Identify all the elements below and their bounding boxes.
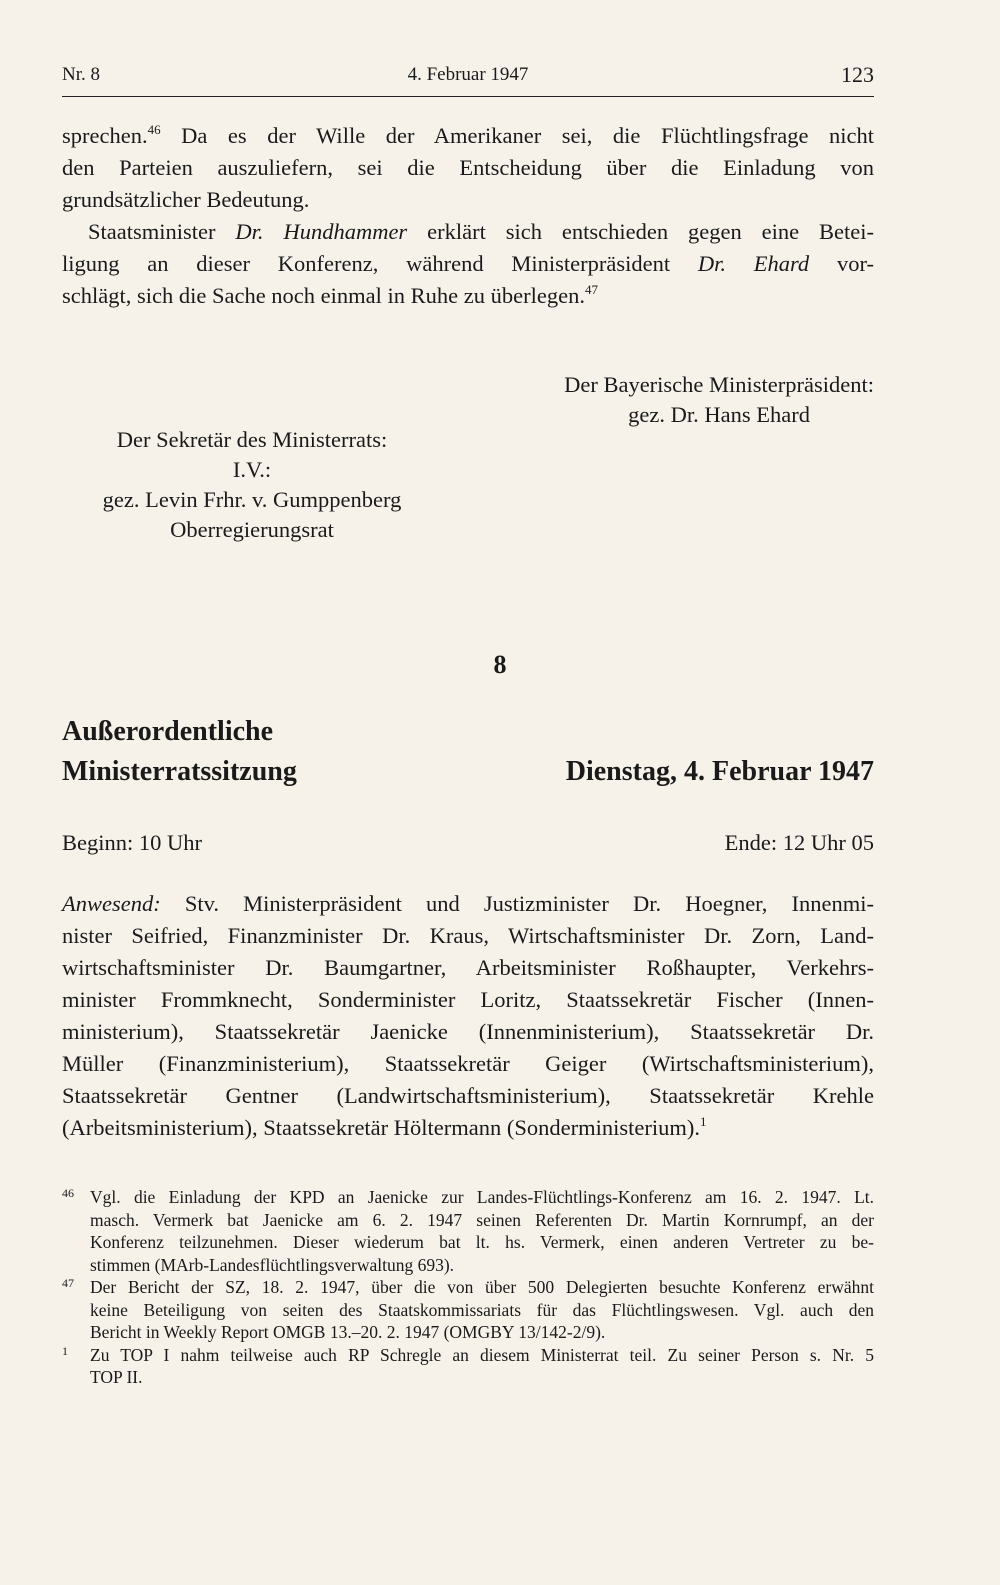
- text-line: grundsätzlicher Bedeutung.: [62, 187, 310, 212]
- session-begin: Beginn: 10 Uhr: [62, 830, 202, 855]
- text-line: wirtschaftsminister Dr. Baumgartner, Arbeitsminister Roßhaupter, Verkehrs-: [62, 955, 874, 980]
- person-name: Dr. Hundhammer: [235, 219, 408, 244]
- attendance-label: Anwesend:: [62, 891, 161, 916]
- footnote-number: 47: [62, 1276, 74, 1290]
- header-date: 4. Februar 1947: [407, 64, 529, 85]
- paragraph-1: [62, 120, 874, 216]
- attendance-paragraph: [62, 888, 874, 1144]
- session-number: 8: [493, 650, 507, 679]
- text-line: minister Frommknecht, Sonderminister Loritz, Staatssekretär Fischer (Innen-: [62, 987, 874, 1012]
- text-line: Müller (Finanzministerium), Staatssekretär Geiger (Wirtschaftsministerium),: [62, 1051, 874, 1076]
- footnote-number: 1: [62, 1343, 68, 1358]
- footnote-ref-46[interactable]: 46: [147, 122, 161, 137]
- text-line: (Arbeitsministerium), Staatssekretär Höltermann (Sonderministerium).$^1$: [62, 1114, 707, 1140]
- signature-secretary: Der Sekretär des Ministerrats: I.V.: gez. Levin Frhr. v. Gumppenberg Oberregierungsrat: [102, 427, 402, 542]
- person-name: Dr. Ehard: [697, 251, 810, 276]
- footnote-number: 46: [62, 1186, 74, 1200]
- text-line: sprechen.$^{46}$ Da es der Wille der Amerikaner sei, die Flüchtlingsfrage nicht: [62, 122, 874, 148]
- session-date: Dienstag, 4. Februar 1947: [565, 756, 874, 787]
- text-line: schlägt, sich die Sache noch einmal in Ruhe zu überlegen.$^{47}$: [62, 282, 598, 308]
- text-line: Anwesend: Stv. Ministerpräsident und Justizminister Dr. Hoegner, Innenmi-: [62, 891, 874, 916]
- text-line: ministerium), Staatssekretär Jaenicke (Innenministerium), Staatssekretär Dr.: [62, 1019, 874, 1044]
- text-line: ligung an dieser Konferenz, während Ministerpräsident Dr. Ehard vor-: [62, 251, 874, 276]
- footnote-ref-47[interactable]: 47: [584, 282, 598, 297]
- text-line: Staatssekretär Gentner (Landwirtschaftsministerium), Staatssekretär Krehle: [62, 1083, 874, 1108]
- signature-prime-minister: Der Bayerische Ministerpräsident: gez. Dr. Hans Ehard: [564, 372, 874, 427]
- session-end: Ende: 12 Uhr 05: [724, 830, 874, 855]
- footnotes: [62, 1186, 874, 1389]
- session-title: Außerordentliche Ministerratssitzung: [62, 716, 297, 787]
- paragraph-2: [62, 216, 874, 312]
- text-line: Staatsminister Dr. Hundhammer erklärt sich entschieden gegen eine Betei-: [88, 219, 874, 244]
- document-number: Nr. 8: [62, 64, 100, 85]
- running-header: [62, 60, 874, 97]
- page-number: 123: [841, 62, 874, 87]
- footnote-1: 1 Zu TOP I nahm teilweise auch RP Schregle an diesem Ministerrat teil. Zu seiner Person s. Nr. 5 TOP II.: [62, 1344, 874, 1389]
- footnote-46: 46 Vgl. die Einladung der KPD an Jaenicke zur Landes-Flüchtlings-Konferenz am 16. 2. 1947. Lt. masch. Vermerk bat Jaenicke am 6. 2. 1947 seinen Referenten Dr. Martin Kornrumpf, an der Konferenz teilzunehmen. Dieser wiederum bat lt. hs. Vermerk, einen anderen Vertreter zu be- stimmen (MArb-Landesflüchtlingsverwaltung 693).: [62, 1186, 874, 1276]
- text-line: nister Seifried, Finanzminister Dr. Kraus, Wirtschaftsminister Dr. Zorn, Land-: [62, 923, 874, 948]
- text-line: den Parteien auszuliefern, sei die Entscheidung über die Einladung von: [62, 155, 874, 180]
- footnote-ref-1[interactable]: 1: [699, 1114, 707, 1129]
- footnote-47: 47 Der Bericht der SZ, 18. 2. 1947, über die von über 500 Delegierten besuchte Konferenz erwähnt keine Beteiligung von seiten des Staatskommissariats für das Flüchtlingswesen. Vgl. auch den Bericht in Weekly Report OMGB 13.–20. 2. 1947 (OMGBY 13/142-2/9).: [62, 1276, 874, 1344]
